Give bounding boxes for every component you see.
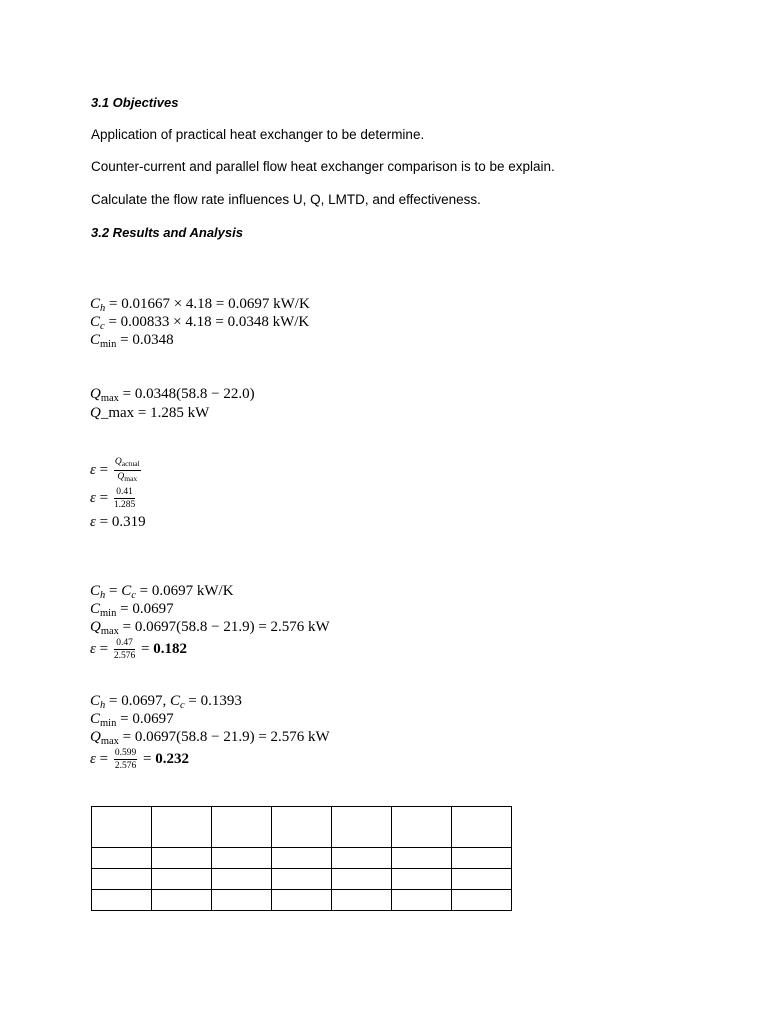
equation-epsilon-5: ε = $\frac{0.599}{2.576}$ = 0.232 xyxy=(90,748,189,771)
equation-cmin-1: $C_{min} = 0.0348$ xyxy=(90,332,174,350)
table-cell xyxy=(452,807,512,848)
table-row xyxy=(92,869,512,890)
fraction: $\frac{0.47}{2.576}$ xyxy=(113,638,136,661)
table-cell xyxy=(152,807,212,848)
table-cell xyxy=(452,890,512,911)
objective-3: Calculate the flow rate influences U, Q, LMTD, and effectiveness. xyxy=(91,192,481,207)
table-cell xyxy=(212,890,272,911)
table-cell xyxy=(332,869,392,890)
equation-cc-1: $C_c = 0.00833 \times 4.18 = 0.0348$ kW/K xyxy=(90,314,310,332)
equation-qmax-2: Q_max = 1.285 kW xyxy=(90,405,210,421)
table-row xyxy=(92,807,512,848)
fraction: $\frac{0.41}{1.285}$ xyxy=(113,487,136,510)
equation-epsilon-3: ε = 0.319 xyxy=(90,514,146,530)
equation-cmin-3: $C_{min} = 0.0697$ xyxy=(90,711,174,729)
table-cell xyxy=(212,869,272,890)
objective-1: Application of practical heat exchanger to be determine. xyxy=(91,127,425,142)
table-cell xyxy=(92,848,152,869)
table-cell xyxy=(332,848,392,869)
table-cell xyxy=(92,807,152,848)
table-cell xyxy=(272,848,332,869)
table-cell xyxy=(392,890,452,911)
fraction: $\frac{Q_{actual}}{Q_{max}}$ xyxy=(114,457,140,483)
table-cell xyxy=(272,890,332,911)
empty-results-table xyxy=(91,806,512,911)
table-row xyxy=(92,848,512,869)
table-cell xyxy=(212,807,272,848)
equation-epsilon-2: ε = $\frac{0.41}{1.285}$ xyxy=(90,487,136,510)
equation-epsilon-4: ε = $\frac{0.47}{2.576}$ = 0.182 xyxy=(90,638,187,661)
equation-epsilon-1: ε = $\frac{Q_{actual}}{Q_{max}}$ xyxy=(90,457,140,483)
table-cell xyxy=(392,848,452,869)
fraction: $\frac{0.599}{2.576}$ xyxy=(114,748,137,771)
table-cell xyxy=(392,807,452,848)
table-cell xyxy=(152,890,212,911)
equation-ch-3: $C_h = 0.0697$, $C_c = 0.1393$ xyxy=(90,693,242,711)
equation-ch-2: $C_h = C_c = 0.0697$ kW/K xyxy=(90,583,234,601)
table-cell xyxy=(332,890,392,911)
equation-ch-1: $C_h = 0.01667 \times 4.18 = 0.0697$ kW/K xyxy=(90,296,310,314)
table-cell xyxy=(152,848,212,869)
table-cell xyxy=(332,807,392,848)
equation-qmax-3: $Q_{max} = 0.0697(58.8 - 21.9) = 2.576$ kW xyxy=(90,619,330,637)
equation-qmax-4: $Q_{max} = 0.0697(58.8 - 21.9) = 2.576$ kW xyxy=(90,729,330,747)
table-cell xyxy=(152,869,212,890)
table-cell xyxy=(452,848,512,869)
table-cell xyxy=(272,807,332,848)
section-heading-results: 3.2 Results and Analysis xyxy=(91,225,243,240)
table-cell xyxy=(452,869,512,890)
table-row xyxy=(92,890,512,911)
table-cell xyxy=(92,890,152,911)
table-cell xyxy=(92,869,152,890)
equation-cmin-2: $C_{min} = 0.0697$ xyxy=(90,601,174,619)
section-heading-objectives: 3.1 Objectives xyxy=(91,95,179,110)
objective-2: Counter-current and parallel flow heat exchanger comparison is to be explain. xyxy=(91,159,555,174)
table-cell xyxy=(212,848,272,869)
table-cell xyxy=(272,869,332,890)
equation-qmax-1: $Q_{max} = 0.0348(58.8 - 22.0)$ xyxy=(90,386,255,404)
table-cell xyxy=(392,869,452,890)
